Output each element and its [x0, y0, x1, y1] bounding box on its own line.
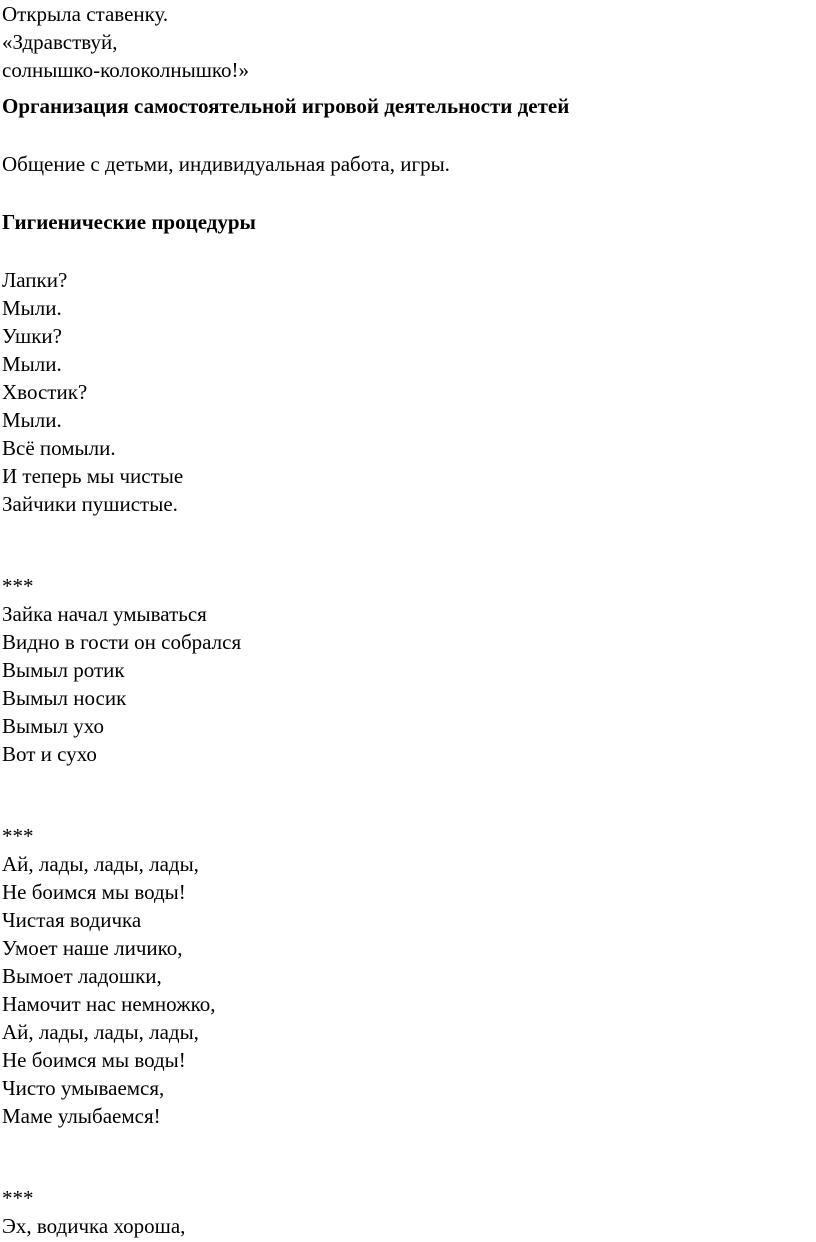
paragraph: Общение с детьми, индивидуальная работа, игры.: [2, 152, 450, 176]
verse-line: Умоет наше личико,: [2, 936, 183, 960]
verse-line: Вот и сухо: [2, 742, 97, 766]
section-play: [2, 92, 812, 178]
verse-line: Ай, лады, лады, лады,: [2, 1020, 199, 1044]
verse-line: Мыли.: [2, 408, 62, 432]
document-page: [2, 0, 812, 1240]
verse-line: Вымоет ладошки,: [2, 964, 162, 988]
separator: ***: [2, 1186, 34, 1210]
verse-line: Намочит нас немножко,: [2, 992, 216, 1016]
poem-4: [2, 1212, 812, 1240]
verse-line: Хвостик?: [2, 380, 88, 404]
verse-line: Не боимся мы воды!: [2, 1048, 186, 1072]
separator: ***: [2, 574, 34, 598]
verse-line: солнышко-колоколнышко!»: [2, 58, 249, 82]
verse-line: «Здравствуй,: [2, 30, 118, 54]
poem-3: [2, 850, 812, 1130]
verse-line: Ушки?: [2, 324, 62, 348]
verse-line: И теперь мы чистые: [2, 464, 184, 488]
verse-line: Чистая водичка: [2, 908, 142, 932]
verse-line: Всё помыли.: [2, 436, 116, 460]
verse-line: Вымыл носик: [2, 686, 127, 710]
verse-line: Эх, водичка хороша,: [2, 1214, 186, 1238]
verse-line: Маме улыбаемся!: [2, 1104, 161, 1128]
verse-line: Чисто умываемся,: [2, 1076, 165, 1100]
poem-1: [2, 266, 812, 518]
verse-line: Вымыл ухо: [2, 714, 104, 738]
separator: ***: [2, 824, 34, 848]
section-hygiene: [2, 208, 812, 1240]
poem-2: [2, 600, 812, 768]
verse-line: Видно в гости он собрался: [2, 630, 242, 654]
verse-line: Лапки?: [2, 268, 68, 292]
intro-verse: [2, 0, 812, 84]
verse-line: Не боимся мы воды!: [2, 880, 186, 904]
section-heading: Организация самостоятельной игровой деятельности детей: [2, 94, 570, 118]
verse-line: Мыли.: [2, 352, 62, 376]
verse-line: Ай, лады, лады, лады,: [2, 852, 199, 876]
verse-line: Открыла ставенку.: [2, 2, 169, 26]
verse-line: Вымыл ротик: [2, 658, 125, 682]
verse-line: Зайка начал умываться: [2, 602, 207, 626]
verse-line: Мыли.: [2, 296, 62, 320]
verse-line: Зайчики пушистые.: [2, 492, 178, 516]
section-heading: Гигиенические процедуры: [2, 210, 256, 234]
